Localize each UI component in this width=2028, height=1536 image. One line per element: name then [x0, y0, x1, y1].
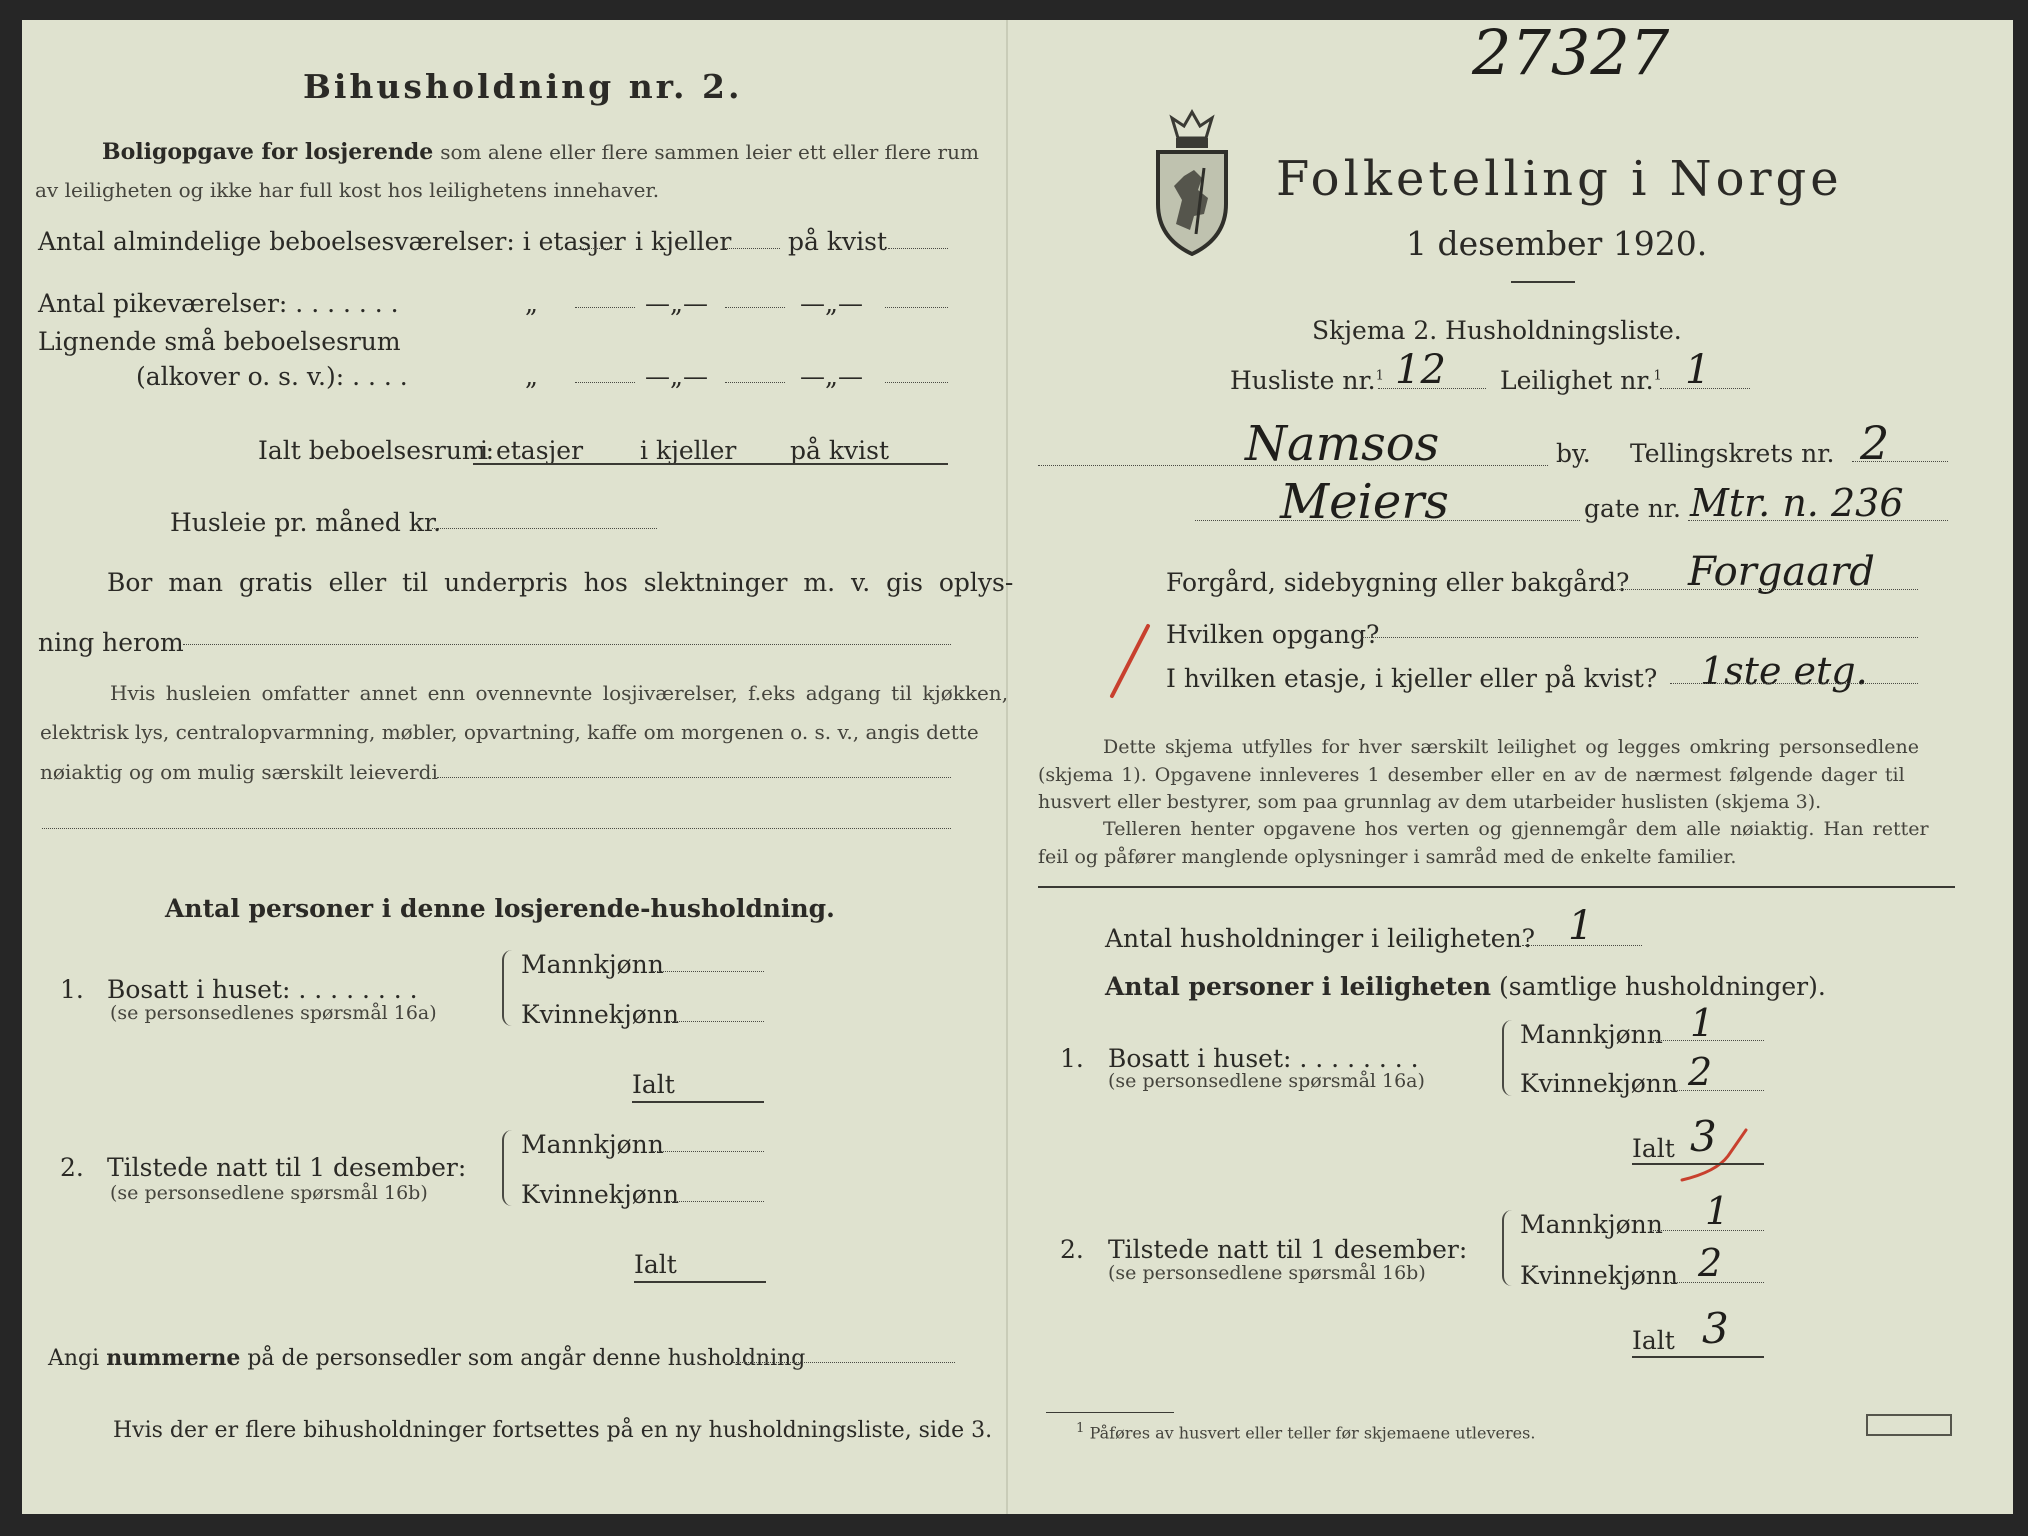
- right-bosatt-kvinne-line: [1670, 1090, 1764, 1091]
- instructions-line5: feil og påfører manglende oplysninger i samråd med de enkelte familier.: [1038, 846, 1737, 868]
- right-bosatt-label: Bosatt i huset: . . . . . . . .: [1108, 1044, 1419, 1073]
- gratis-line: [183, 644, 951, 645]
- right-bosatt-ialt: Ialt: [1632, 1134, 1675, 1163]
- street-value: Meiers: [1280, 474, 1449, 530]
- gate-label: gate nr.: [1584, 494, 1681, 523]
- left-tilstede-kvinne: Kvinnekjønn: [521, 1180, 679, 1209]
- krets-label: Tellingskrets nr.: [1630, 439, 1835, 468]
- main-title: Folketelling i Norge: [1276, 151, 1843, 207]
- pencil-check-mark: [1104, 622, 1154, 702]
- left-bosatt-num: 1.: [60, 975, 84, 1004]
- leilighet-line: [1660, 388, 1750, 389]
- right-tilstede-kvinne-line: [1670, 1282, 1764, 1283]
- right-tilstede-brace: [1502, 1210, 1512, 1286]
- etasje-line: [1670, 683, 1918, 684]
- city-line: [1038, 465, 1548, 466]
- rooms-kjeller-line: [724, 248, 780, 249]
- lign-line2: [725, 382, 785, 383]
- right-tilstede-sub: (se personsedlene spørsmål 16b): [1108, 1262, 1426, 1284]
- ialt-kjeller: i kjeller: [640, 436, 737, 465]
- census-date: 1 desember 1920.: [1406, 224, 1708, 263]
- title-rule: [1511, 281, 1575, 283]
- left-bosatt-brace: [502, 950, 512, 1026]
- right-tilstede-num: 2.: [1060, 1235, 1084, 1264]
- ialt-kvist: på kvist: [790, 436, 889, 465]
- opgang-label: Hvilken opgang?: [1166, 620, 1380, 649]
- husliste-label: [1230, 368, 1384, 393]
- city-value: Namsos: [1245, 416, 1440, 472]
- intro-rest: som alene eller flere sammen leier ett eller flere rum: [440, 140, 979, 164]
- instructions-line3: husvert eller bestyrer, som paa grunnlag av dem utarbeider huslisten (skjema 3).: [1038, 791, 1822, 813]
- rooms-etasjer-line: [578, 248, 618, 249]
- etasje-label: I hvilken etasje, i kjeller eller på kvist?: [1166, 664, 1658, 693]
- right-persons-heading-bold: Antal personer i leiligheten: [1105, 972, 1492, 1001]
- right-bosatt-kvinne-value: 2: [1688, 1050, 1713, 1094]
- left-bosatt-mann-line: [652, 971, 764, 972]
- small-para-line3: nøiaktig og om mulig særskilt leieverdi: [40, 760, 438, 784]
- ialt-rooms-underline: [473, 463, 948, 465]
- left-tilstede-ialt: Ialt: [634, 1250, 677, 1279]
- right-tilstede-kvinne: Kvinnekjønn: [1520, 1261, 1678, 1290]
- forgard-label: Forgård, sidebygning eller bakgård?: [1166, 568, 1630, 597]
- pike-label: Antal pikeværelser: . . . . . . .: [38, 289, 399, 318]
- left-bosatt-kvinne: Kvinnekjønn: [521, 1000, 679, 1029]
- rooms-kvist-line: [888, 248, 948, 249]
- husliste-value: 12: [1395, 347, 1446, 393]
- lign-line1: [575, 382, 635, 383]
- gate-line: [1688, 520, 1948, 521]
- left-tilstede-label: Tilstede natt til 1 desember:: [107, 1153, 467, 1182]
- angi-rest: på de personsedler som angår denne husholdning: [247, 1346, 806, 1371]
- page-fold: [1006, 20, 1008, 1514]
- footnote-text: Påføres av husvert eller teller før skjemaene utleveres.: [1089, 1423, 1536, 1443]
- lign-ditto2: —„—: [645, 362, 708, 391]
- right-bosatt-ialt-line: [1632, 1163, 1764, 1165]
- left-tilstede-sub: (se personsedlene spørsmål 16b): [110, 1182, 428, 1204]
- forgard-line: [1600, 589, 1918, 590]
- lign-label1: Lignende små beboelsesrum: [38, 327, 401, 356]
- gratis-line2: ning herom: [38, 628, 184, 657]
- right-tilstede-ialt: Ialt: [1632, 1326, 1675, 1355]
- left-tilstede-mann: Mannkjønn: [521, 1130, 664, 1159]
- husliste-sup: 1: [1375, 368, 1384, 384]
- left-bosatt-label: Bosatt i huset: . . . . . . . .: [107, 975, 418, 1004]
- ialt-rooms-label: Ialt beboelsesrum:: [258, 436, 495, 465]
- angi-bold: nummerne: [106, 1345, 241, 1371]
- angi-line: [48, 1347, 805, 1370]
- right-bosatt-num: 1.: [1060, 1044, 1084, 1073]
- right-tilstede-mann-value: 1: [1705, 1189, 1730, 1233]
- intro-line2: av leiligheten og ikke har full kost hos leilighetens innehaver.: [35, 178, 660, 202]
- small-para-line2: elektrisk lys, centralopvarmning, møbler, opvartning, kaffe om morgenen o. s. v., angis dette: [40, 720, 979, 744]
- rooms-kvist: på kvist: [788, 227, 887, 256]
- pike-ditto: „: [525, 289, 538, 318]
- angi-line-dots: [733, 1362, 955, 1363]
- by-label: by.: [1556, 439, 1591, 468]
- etasje-value: 1ste etg.: [1700, 649, 1868, 693]
- leilighet-text: Leilighet nr.: [1500, 366, 1654, 395]
- footnote-num: 1: [1076, 1421, 1085, 1436]
- intro-bold: Boligopgave for losjerende: [102, 139, 434, 165]
- pike-line3: [885, 307, 948, 308]
- small-para-line: [437, 777, 951, 778]
- right-bosatt-brace: [1502, 1020, 1512, 1096]
- left-tilstede-num: 2.: [60, 1153, 84, 1182]
- left-tilstede-ialt-line: [634, 1281, 766, 1283]
- left-tilstede-kvinne-line: [668, 1201, 764, 1202]
- lign-ditto3: —„—: [800, 362, 863, 391]
- instructions-line2: (skjema 1). Opgavene innleveres 1 desember eller en av de nærmest følgende dager til: [1038, 764, 1905, 786]
- households-line: [1522, 945, 1642, 946]
- lign-line3: [885, 382, 948, 383]
- leilighet-label: [1500, 368, 1662, 393]
- right-tilstede-mann: Mannkjønn: [1520, 1210, 1663, 1239]
- lign-ditto: „: [525, 362, 538, 391]
- ialt-etasjer: i etasjer: [480, 436, 584, 465]
- printer-stamp: [1866, 1414, 1952, 1436]
- krets-value: 2: [1860, 416, 1890, 470]
- leilighet-value: 1: [1685, 347, 1711, 393]
- rooms-kjeller: i kjeller: [635, 227, 732, 256]
- forgard-value: Forgaard: [1688, 549, 1875, 595]
- pike-line2: [725, 307, 785, 308]
- gate-value: Mtr. n. 236: [1690, 481, 1904, 525]
- right-tilstede-mann-line: [1650, 1230, 1764, 1231]
- husliste-text: Husliste nr.: [1230, 366, 1376, 395]
- opgang-line: [1362, 637, 1918, 638]
- left-title: Bihusholdning nr. 2.: [303, 67, 743, 106]
- right-persons-heading-rest: (samtlige husholdninger).: [1499, 972, 1826, 1001]
- footnote-rule: [1046, 1412, 1174, 1413]
- left-tilstede-brace: [502, 1130, 512, 1206]
- right-bosatt-kvinne: Kvinnekjønn: [1520, 1069, 1678, 1098]
- leilighet-sup: 1: [1653, 368, 1662, 384]
- right-bosatt-mann-value: 1: [1690, 1001, 1715, 1045]
- footnote: [1076, 1422, 1535, 1441]
- households-label: Antal husholdninger i leiligheten?: [1105, 924, 1536, 953]
- krets-line: [1852, 461, 1948, 462]
- small-para-line1: Hvis husleien omfatter annet enn ovennevnte losjiværelser, f.eks adgang til kjøkken,: [110, 681, 1009, 705]
- left-separator: [42, 828, 951, 829]
- left-persons-heading: Antal personer i denne losjerende-husholdning.: [165, 894, 835, 923]
- right-tilstede-kvinne-value: 2: [1698, 1241, 1723, 1285]
- street-line: [1195, 520, 1580, 521]
- pike-line1: [575, 307, 635, 308]
- households-value: 1: [1568, 903, 1594, 949]
- pike-ditto3: —„—: [800, 289, 863, 318]
- footer-note: Hvis der er flere bihusholdninger fortsettes på en ny husholdningsliste, side 3.: [113, 1418, 993, 1443]
- right-bosatt-mann-line: [1650, 1040, 1764, 1041]
- left-bosatt-kvinne-line: [668, 1021, 764, 1022]
- coat-of-arms-icon: [1152, 104, 1232, 256]
- red-correction-mark: [1676, 1126, 1756, 1186]
- right-bosatt-sub: (se personsedlene spørsmål 16a): [1108, 1070, 1425, 1092]
- right-bosatt-ialt-value: 3: [1690, 1112, 1717, 1161]
- instructions-line4: Telleren henter opgavene hos verten og gjennemgår dem alle nøiaktig. Han retter: [1103, 818, 1929, 840]
- right-persons-heading: [1105, 974, 1826, 999]
- left-tilstede-mann-line: [652, 1151, 764, 1152]
- angi-pre: Angi: [48, 1346, 100, 1371]
- left-bosatt-ialt-line: [632, 1101, 764, 1103]
- left-bosatt-sub: (se personsedlenes spørsmål 16a): [110, 1002, 437, 1024]
- rooms-label: Antal almindelige beboelsesværelser: i etasjer: [38, 227, 626, 256]
- husleie-label: Husleie pr. måned kr.: [170, 508, 442, 537]
- right-tilstede-ialt-line: [1632, 1356, 1764, 1358]
- right-separator: [1038, 886, 1955, 888]
- intro-line1: [102, 141, 979, 164]
- pike-ditto2: —„—: [645, 289, 708, 318]
- husleie-line: [432, 528, 657, 529]
- right-tilstede-label: Tilstede natt til 1 desember:: [1108, 1235, 1468, 1264]
- right-bosatt-mann: Mannkjønn: [1520, 1020, 1663, 1049]
- left-bosatt-mann: Mannkjønn: [521, 950, 664, 979]
- gratis-line1: Bor man gratis eller til underpris hos slektninger m. v. gis oplys-: [107, 568, 1014, 597]
- skjema-label: Skjema 2. Husholdningsliste.: [1312, 316, 1682, 345]
- lign-label2: (alkover o. s. v.): . . . .: [136, 362, 408, 391]
- left-bosatt-ialt: Ialt: [632, 1070, 675, 1099]
- right-tilstede-ialt-value: 3: [1702, 1304, 1729, 1353]
- husliste-line: [1378, 388, 1486, 389]
- instructions-line1: Dette skjema utfylles for hver særskilt leilighet og legges omkring personsedlene: [1103, 736, 1919, 758]
- stamp-number: 27327: [1472, 16, 1670, 89]
